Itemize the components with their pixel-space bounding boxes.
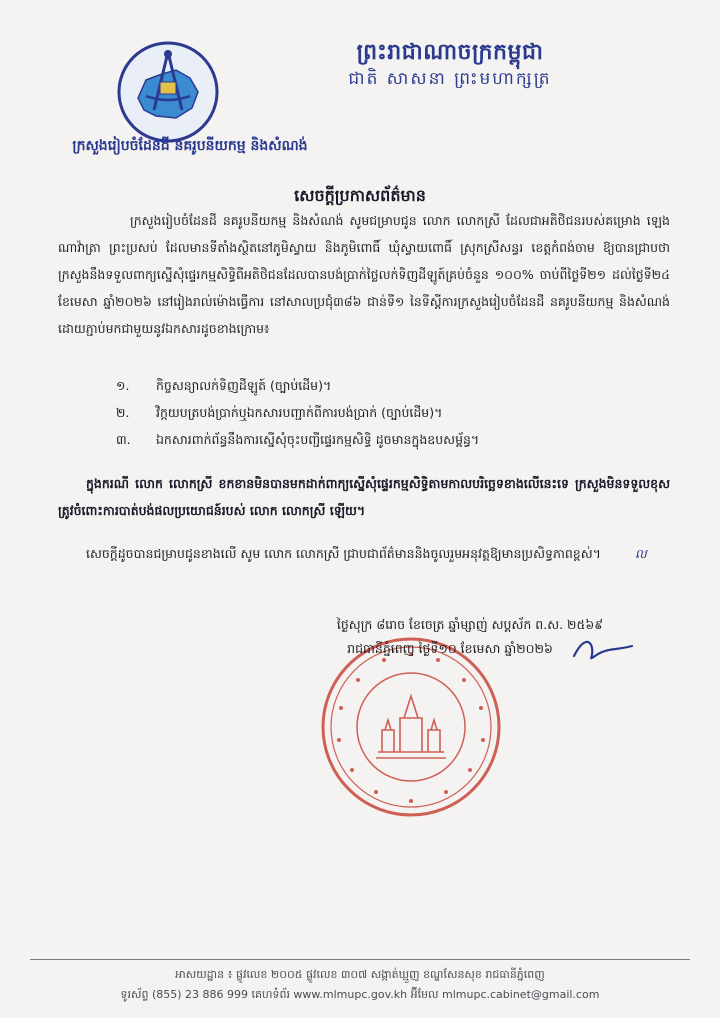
list-text: ឯកសារពាក់ព័ន្ធនឹងការស្នើសុំចុះបញ្ជីផ្ទេរកម្មសិទ្ធិ ដូចមានក្នុងឧបសម្ព័ន្ធ។ [155,432,480,447]
list-item [116,399,656,426]
place-and-date: រាជធានីភ្នំពេញ ថ្ងៃទី១០ ខែមេសា ឆ្នាំ២០២៦ [347,641,553,656]
official-seal [318,634,504,820]
closing-text: សេចក្តីដូចបានជម្រាបជូនខាងលើ សូម លោក លោកស្រី ជ្រាបជាព័ត៌មាននិងចូលរួមអនុវត្តឱ្យមានប្រសិទ្ធភាពខ្ពស់។ [86,546,601,561]
closing-paragraph [58,540,670,567]
list-item [116,426,656,453]
list-number: ៣. [116,432,131,447]
list-item [116,372,656,399]
footer-contact: ទូរស័ព្ទ (855) 23 886 999 គេហទំព័រ www.mlmupc.gov.kh អ៊ីមែល mlmupc.cabinet@gmail.com [120,988,600,1001]
footer-address: អាសយដ្ឋាន ៖ ផ្លូវលេខ ២០០៥ ផ្លូវលេខ ៣០៧ សង្កាត់ឃ្មួញ ខណ្ឌសែនសុខ រាជធានីភ្នំពេញ [175,968,545,981]
list-number: ២. [116,405,130,420]
kingdom-title: ព្រះរាជាណាចក្រកម្ពុជា [356,39,544,65]
announcement-paragraph: ក្រសួងរៀបចំដែនដី នគរូបនីយកម្ម និងសំណង់ សូមជម្រាបជូន លោក លោកស្រី ដែលជាអតិថិជនរបស់គម្រោង ឡេង ណាវ៉ាត្រា ព្រះប្រសប់ ដែលមានទីតាំងស្ថិតនៅភូមិស្វាយ និងភូមិពោធិ៍ ឃុំស្វាយពោធិ៍ ស្រុកស្រីសន្ធរ ខេត្តកំពង់ចាម ឱ្យបានជ្រាបថា ក្រសួងនឹងទទួលពាក្យស្នើសុំផ្ទេរកម្មសិទ្ធិពីអតិថិជនដែលបានបង់ប្រាក់ថ្លៃលក់ទិញដីឡូត៍គ្រប់ចំនួន ១០០% ចាប់ពីថ្ងៃទី២១ ដល់ថ្ងៃទី២៤ ខែមេសា ឆ្នាំ២០២៦ នៅរៀងរាល់ម៉ោងធ្វើការ នៅសាលប្រជុំ៣៨៦ ជាន់ទី១ នៃទីស្តីការក្រសួងរៀបចំដែនដី នគរូបនីយកម្ម និងសំណង់ ដោយភ្ជាប់មកជាមួយនូវឯកសារដូចខាងក្រោម៖ [58,213,670,336]
signature [568,632,638,668]
footer-divider [30,959,690,960]
warning-note: ក្នុងករណី លោក លោកស្រី ខកខានមិនបានមកដាក់ពាក្យស្នើសុំផ្ទេរកម្មសិទ្ធិតាមកាលបរិច្ឆេទខាងលើនេះទេ ក្រសួងមិនទទួលខុសត្រូវចំពោះការបាត់បង់ផលប្រយោជន៍របស់ លោក លោកស្រី ឡើយ។ [58,476,670,518]
ministry-logo [116,40,220,144]
list-text: វិក្កយបត្របង់ប្រាក់ឬឯកសារបញ្ជាក់ពីការបង់ប្រាក់ (ច្បាប់ដើម)។ [155,405,443,420]
required-documents-list [116,372,656,453]
document-title: សេចក្តីប្រកាសព័ត៌មាន [294,186,426,205]
lunar-date: ថ្ងៃសុក្រ ៨រោច ខែចេត្រ ឆ្នាំម្សាញ់ សប្តស័ក ព.ស. ២៥៦៩ [336,617,604,632]
list-text: កិច្ចសន្យាលក់ទិញដីឡូត៍ (ច្បាប់ដើម)។ [155,378,332,393]
list-number: ១. [116,378,130,393]
ministry-name: ក្រសួងរៀបចំដែនដី នគរូបនីយកម្ម និងសំណង់ [72,138,308,154]
national-motto: ជាតិ សាសនា ព្រះមហាក្សត្រ [348,69,552,89]
handwritten-initial: ល [634,546,647,561]
